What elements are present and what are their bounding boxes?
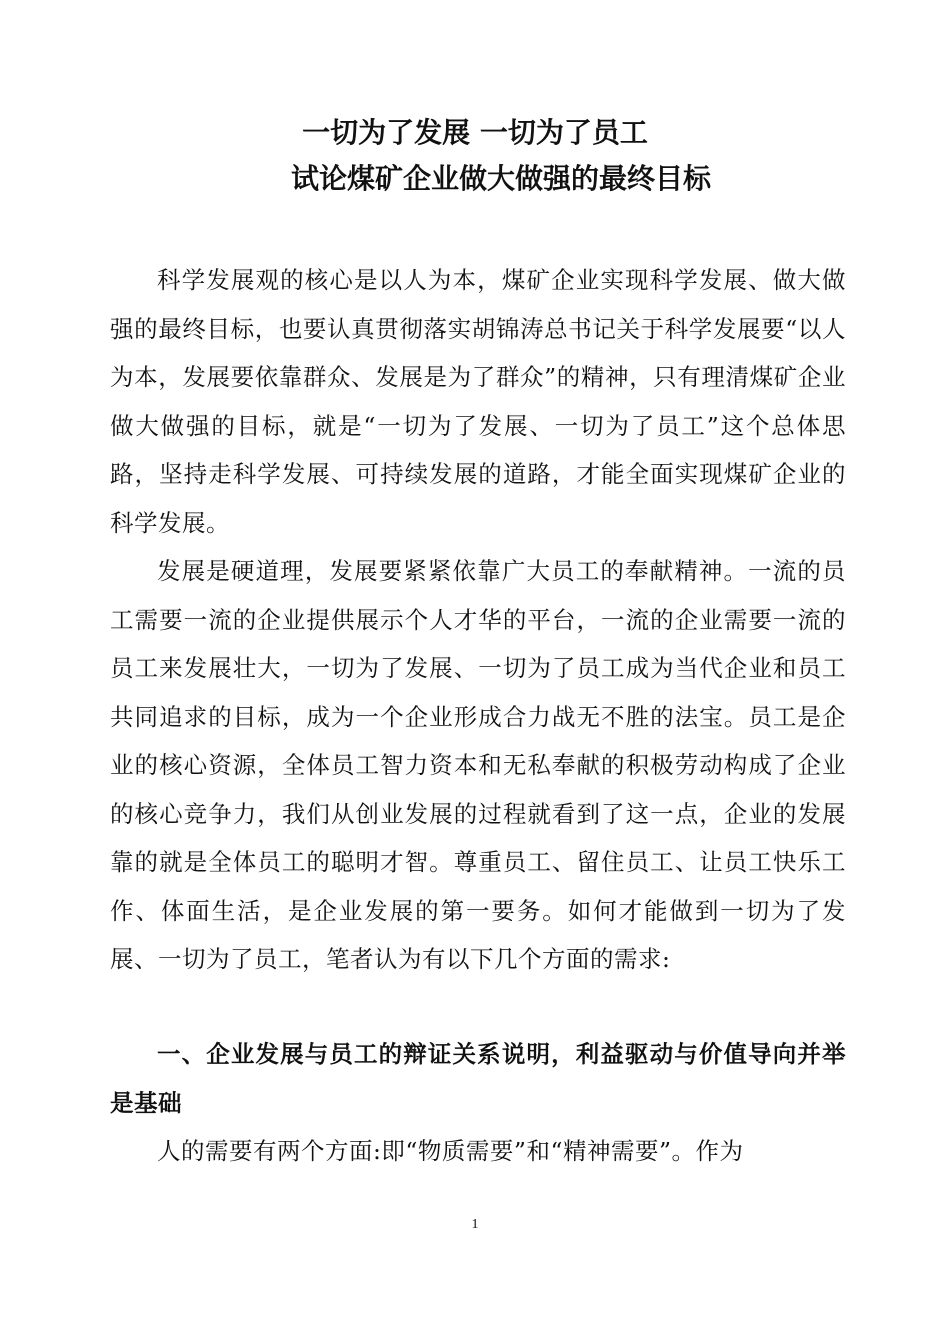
page-number: 1 — [471, 1217, 479, 1232]
paragraph-1 — [110, 256, 846, 547]
paragraph-2 — [110, 547, 846, 984]
paragraph-text: 发展是硬道理，发展要紧紧依靠广大员工的奉献精神。一流的员工需要一流的企业提供展示个人才华的平台，一流的企业需要一流的员工来发展壮大，一切为了发展、一切为了员工成为当代企业和员工共同追求的目标，成为一个企业形成合力战无不胜的法宝。员工是企业的核心资源，全体员工智力资本和无私奉献的积极劳动构成了企业的核心竞争力，我们从创业发展的过程就看到了这一点，企业的发展靠的就是全体员工的聪明才智。尊重员工、留住员工、让员工快乐工作、体面生活，是企业发展的第一要务。如何才能做到一切为了发展、一切为了员工，笔者认为有以下几个方面的需求: — [110, 557, 846, 973]
paragraph-text: 科学发展观的核心是以人为本，煤矿企业实现科学发展、做大做强的最终目标，也要认真贯彻落实胡锦涛总书记关于科学发展要“以人为本，发展要依靠群众、发展是为了群众”的精神，只有理清煤矿企业做大做强的目标，就是“一切为了发展、一切为了员工”这个总体思路，坚持走科学发展、可持续发展的道路，才能全面实现煤矿企业的科学发展。 — [110, 266, 846, 537]
section-heading: 一、企业发展与员工的辩证关系说明，利益驱动与价值导向并举是基础 — [110, 1040, 846, 1117]
paragraph-3 — [110, 1127, 846, 1176]
paragraph-text: 人的需要有两个方面:即“物质需要”和“精神需要”。作为 — [157, 1137, 744, 1165]
document-subtitle: 试论煤矿企业做大做强的最终目标 — [290, 162, 711, 195]
document-title: 一切为了发展 一切为了员工 — [302, 116, 648, 149]
